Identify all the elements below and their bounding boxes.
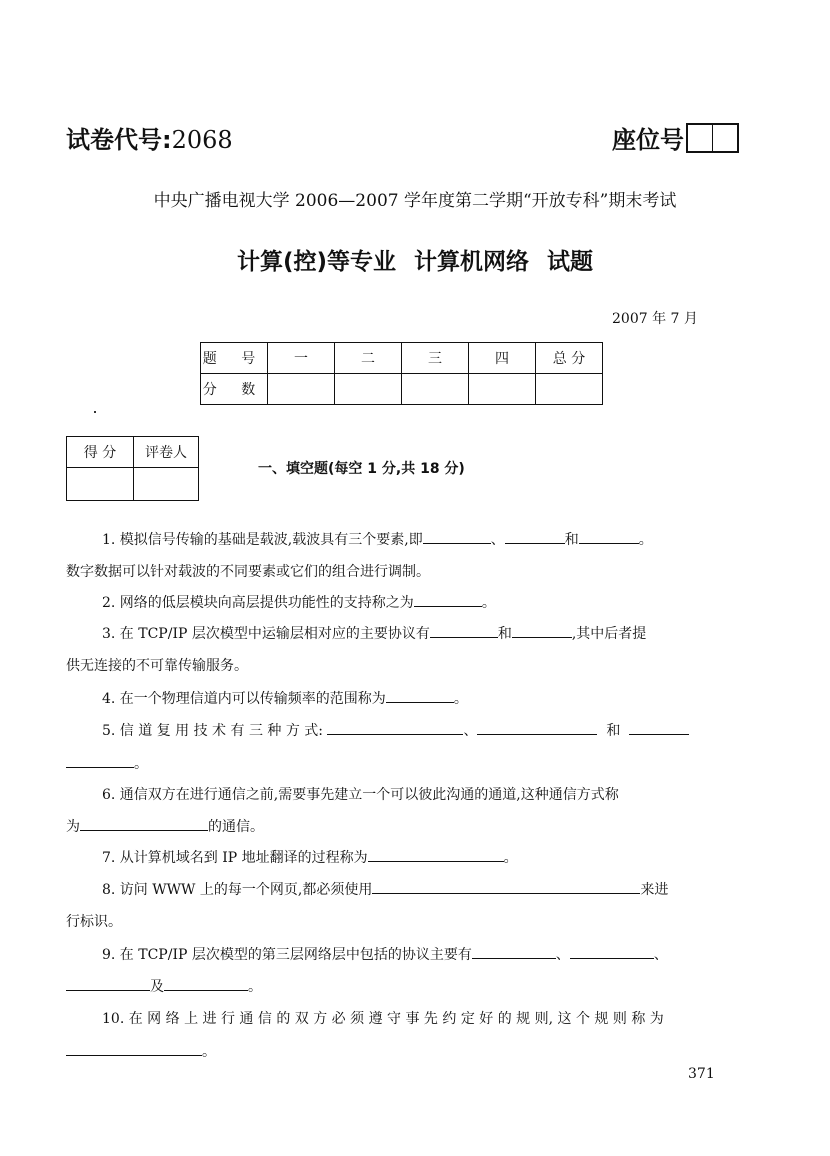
answer-blank[interactable] bbox=[80, 816, 208, 831]
answer-blank[interactable] bbox=[164, 976, 248, 991]
section-3-header: 三 bbox=[402, 343, 469, 374]
score-cell[interactable] bbox=[469, 374, 536, 405]
section-1-header: 一 bbox=[268, 343, 335, 374]
grader-table-body-row bbox=[67, 468, 199, 501]
stray-mark bbox=[94, 411, 96, 413]
score-row-label: 分 数 bbox=[201, 374, 268, 405]
question-5-line-2: 。 bbox=[66, 748, 742, 780]
answer-blank[interactable] bbox=[66, 753, 134, 768]
question-1-line-2: 数字数据可以针对载波的不同要素或它们的组合进行调制。 bbox=[66, 564, 430, 580]
paper-code-number: 2068 bbox=[171, 126, 233, 154]
answer-blank[interactable] bbox=[368, 847, 504, 862]
question-8-line-2: 行标识。 bbox=[66, 914, 122, 930]
question-3-line-2: 供无连接的不可靠传输服务。 bbox=[66, 658, 248, 674]
question-3-line-1: 3. 在 TCP/IP 层次模型中运输层相对应的主要协议有 和 ,其中后者提 bbox=[66, 618, 742, 650]
grader-table-header-row bbox=[67, 437, 199, 468]
section-2-header: 二 bbox=[335, 343, 402, 374]
answer-blank[interactable] bbox=[472, 944, 556, 959]
score-cell[interactable] bbox=[67, 468, 134, 501]
answer-blank[interactable] bbox=[66, 976, 150, 991]
paper-code-label: 试卷代号: bbox=[66, 126, 172, 154]
page-number: 371 bbox=[688, 1066, 715, 1082]
exam-date: 2007 年 7 月 bbox=[612, 311, 698, 327]
answer-blank[interactable] bbox=[327, 720, 463, 735]
question-8-line-1: 8. 访问 WWW 上的每一个网页,都必须使用 来进 bbox=[66, 874, 742, 906]
section-title: 一、填空题(每空 1 分,共 18 分) bbox=[258, 461, 465, 477]
seat-number bbox=[612, 120, 739, 155]
answer-blank[interactable] bbox=[414, 592, 482, 607]
question-6-line-1: 6. 通信双方在进行通信之前,需要事先建立一个可以彼此沟通的通道,这种通信方式称 bbox=[102, 787, 619, 803]
question-number-label: 题 号 bbox=[201, 343, 268, 374]
score-cell[interactable] bbox=[268, 374, 335, 405]
question-5-line-1: 5. 信 道 复 用 技 术 有 三 种 方 式: 、 和 bbox=[66, 715, 742, 747]
answer-blank[interactable] bbox=[423, 529, 491, 544]
answer-blank[interactable] bbox=[66, 1041, 202, 1056]
score-table bbox=[200, 342, 603, 405]
question-10-line-2: 。 bbox=[66, 1036, 742, 1068]
grader-cell[interactable] bbox=[134, 468, 199, 501]
exam-subtitle: 中央广播电视大学 2006—2007 学年度第二学期“开放专科”期末考试 bbox=[153, 191, 677, 211]
score-cell[interactable] bbox=[402, 374, 469, 405]
answer-blank[interactable] bbox=[477, 720, 597, 735]
answer-blank[interactable] bbox=[372, 879, 640, 894]
answer-blank[interactable] bbox=[512, 623, 572, 638]
score-cell[interactable] bbox=[536, 374, 603, 405]
score-label: 得 分 bbox=[67, 437, 134, 468]
answer-blank[interactable] bbox=[570, 944, 654, 959]
score-table-header-row bbox=[201, 343, 603, 374]
answer-blank[interactable] bbox=[430, 623, 498, 638]
section-4-header: 四 bbox=[469, 343, 536, 374]
question-4: 4. 在一个物理信道内可以传输频率的范围称为 。 bbox=[66, 683, 742, 715]
answer-blank[interactable] bbox=[629, 720, 689, 735]
question-7: 7. 从计算机域名到 IP 地址翻译的过程称为 。 bbox=[66, 842, 742, 874]
exam-title: 计算(控)等专业 计算机网络 试题 bbox=[236, 249, 594, 275]
question-2: 2. 网络的低层模块向高层提供功能性的支持称之为 。 bbox=[66, 587, 742, 619]
answer-blank[interactable] bbox=[386, 688, 454, 703]
question-1-line-1: 1. 模拟信号传输的基础是载波,载波具有三个要素,即 、 和 。 bbox=[66, 524, 742, 556]
score-table-score-row bbox=[201, 374, 603, 405]
grader-table bbox=[66, 436, 199, 501]
grader-label: 评卷人 bbox=[134, 437, 199, 468]
seat-number-boxes[interactable] bbox=[686, 123, 739, 153]
question-6-line-2: 为 的通信。 bbox=[66, 811, 742, 843]
answer-blank[interactable] bbox=[579, 529, 639, 544]
seat-label: 座位号 bbox=[612, 126, 684, 154]
score-cell[interactable] bbox=[335, 374, 402, 405]
answer-blank[interactable] bbox=[505, 529, 565, 544]
paper-code bbox=[66, 120, 233, 155]
question-10-line-1: 10. 在 网 络 上 进 行 通 信 的 双 方 必 须 遵 守 事 先 约 定 好 的 规 则, 这 个 规 则 称 为 bbox=[102, 1011, 664, 1027]
question-9-line-1: 9. 在 TCP/IP 层次模型的第三层网络层中包括的协议主要有 、 、 bbox=[66, 939, 742, 971]
question-9-line-2: 及 。 bbox=[66, 971, 742, 1003]
total-header: 总 分 bbox=[536, 343, 603, 374]
